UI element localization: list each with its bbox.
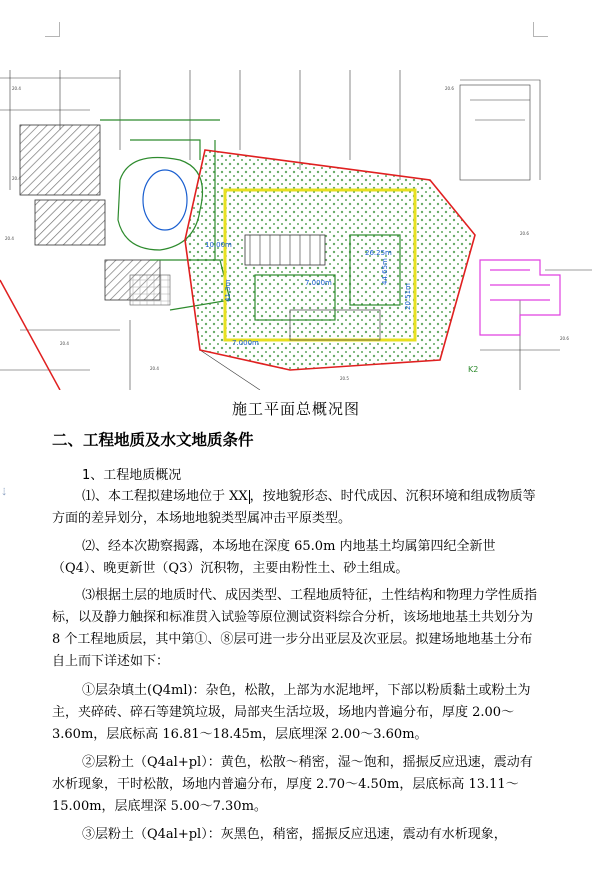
dim-label-3: 26.25m — [365, 249, 392, 257]
svg-text:20.4: 20.4 — [150, 366, 159, 371]
dim-label-1: 10.00m — [205, 241, 232, 249]
building-hatched-2 — [35, 200, 105, 245]
site-plan-drawing — [0, 70, 592, 390]
paragraph-4: ①层杂填土(Q4ml)：杂色，松散，上部为水泥地坪，下部以粉质黏土或粉土为主，夹碎砖、碎石等建筑垃圾，局部夹生活垃圾，场地内普遍分布，厚度 2.00～3.60m，层底标高 16.81～18.45m，层底埋深 2.00～3.60m。 — [52, 683, 531, 742]
marker-label: K2 — [468, 365, 479, 374]
paragraph-1 — [52, 486, 542, 530]
paragraph-anchor-icon: ⇣ — [0, 487, 9, 498]
svg-text:20.6: 20.6 — [520, 231, 529, 236]
building-hatched-1 — [20, 125, 100, 195]
neighbor-building — [480, 260, 560, 335]
svg-text:20.4: 20.4 — [12, 86, 21, 91]
svg-text:20.6: 20.6 — [445, 86, 454, 91]
dim-label-7: 44.65m — [381, 258, 389, 285]
svg-text:20.4: 20.4 — [60, 341, 69, 346]
figure-caption: 施工平面总概况图 — [231, 400, 360, 418]
paragraph-1-post: ，按地貌形态、时代成因、沉积环境和组成物质等方面的差异划分，本场地地貌类型属冲击平原类型。 — [52, 489, 536, 526]
paragraph-2: ⑵、经本次勘察揭露，本场地在深度 65.0m 内地基土均属第四纪全新世（Q4）、晚更新世（Q3）沉积物，主要由粉性土、砂土组成。 — [52, 539, 496, 576]
page-corner-mark-left — [45, 22, 60, 37]
paragraph-3: ⑶根据土层的地质时代、成因类型、工程地质特征，土性结构和物理力学性质指标，以及静力触探和标准贯入试验等原位测试资料综合分析，该场地地基土共划分为 8 个工程地质层，其中第①、⑧层可进一步分出亚层及次亚层。拟建场地地基土分布自上而下详述如下： — [52, 588, 538, 669]
svg-text:20.6: 20.6 — [560, 336, 569, 341]
dim-label-6: 7.000m — [305, 279, 332, 287]
dim-label-4: 20.51m — [404, 283, 412, 310]
paragraph-6: ③层粉土（Q4al+pl）：灰黑色，稍密，摇振反应迅速，震动有水析现象， — [82, 827, 507, 842]
svg-text:20.5: 20.5 — [340, 376, 349, 381]
site-boundary — [185, 150, 475, 370]
subsection-heading: 1、工程地质概况 — [82, 468, 182, 483]
section-heading: 二、工程地质及水文地质条件 — [52, 431, 254, 449]
svg-text:20.4: 20.4 — [12, 176, 21, 181]
dim-label-5: 7.000m — [232, 339, 259, 347]
page-corner-mark-right — [533, 22, 548, 37]
svg-text:20.4: 20.4 — [5, 236, 14, 241]
paragraph-1-pre: ⑴、本工程拟建场地位于 XX — [82, 489, 248, 504]
dim-label-2: 41.3m — [224, 279, 232, 302]
paragraph-5: ②层粉土（Q4al+pl）：黄色，松散～稍密，湿～饱和，摇振反应迅速，震动有水析现象，干时松散，场地内普遍分布，厚度 2.70～4.50m，层底标高 13.11～15.00m，层底埋深 5.00～7.30m。 — [52, 755, 533, 814]
